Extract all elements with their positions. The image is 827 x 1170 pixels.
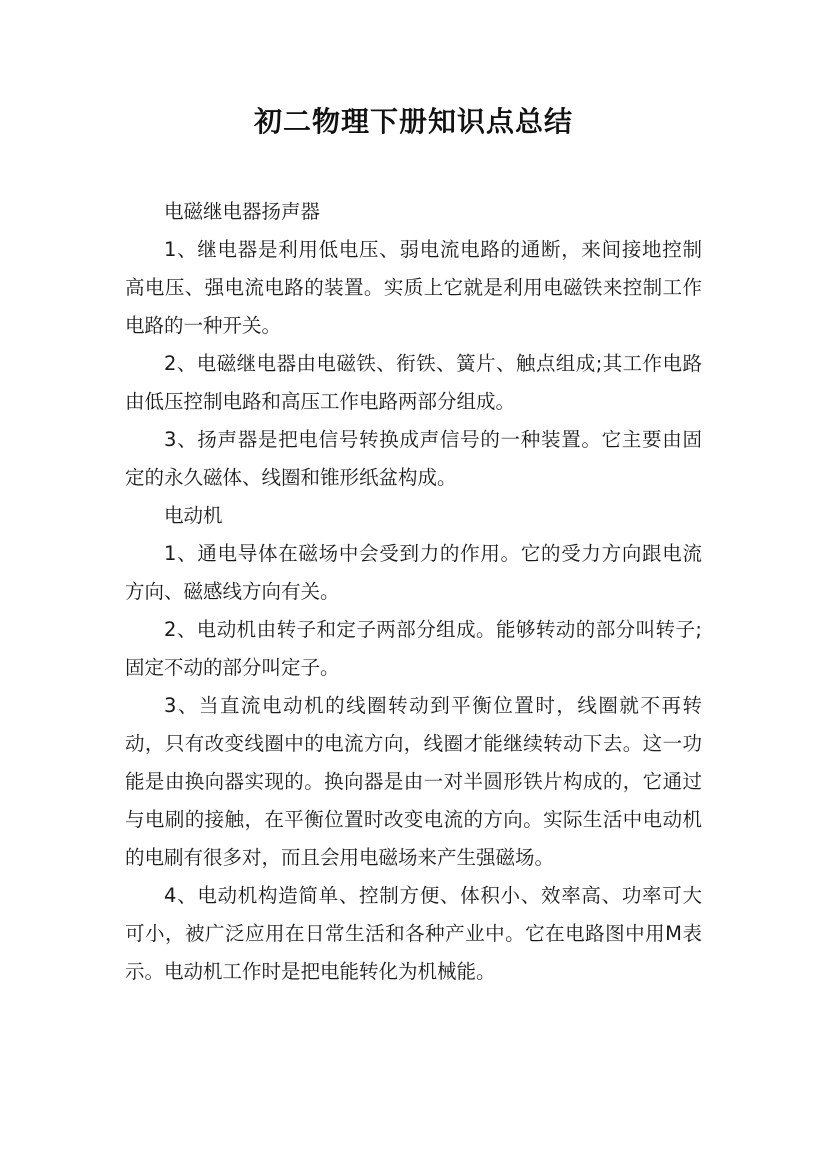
paragraph-motor-force: 1、通电导体在磁场中会受到力的作用。它的受力方向跟电流方向、磁感线方向有关。	[125, 542, 702, 603]
paragraph-relay-structure: 2、电磁继电器由电磁铁、衔铁、簧片、触点组成;其工作电路由低压控制电路和高压工作电路两部分组成。	[125, 352, 702, 413]
document-body	[125, 193, 702, 991]
paragraph-motor-parts: 2、电动机由转子和定子两部分组成。能够转动的部分叫转子;固定不动的部分叫定子。	[125, 618, 702, 679]
document-title: 初二物理下册知识点总结	[253, 105, 573, 138]
paragraph-speaker: 3、扬声器是把电信号转换成声信号的一种装置。它主要由固定的永久磁体、线圈和锥形纸盆构成。	[125, 428, 702, 489]
paragraph-relay-definition: 1、继电器是利用低电压、弱电流电路的通断，来间接地控制高电压、强电流电路的装置。实质上它就是利用电磁铁来控制工作电路的一种开关。	[125, 238, 702, 337]
paragraph-motor-commutator: 3、当直流电动机的线圈转动到平衡位置时，线圈就不再转动，只有改变线圈中的电流方向，线圈才能继续转动下去。这一功能是由换向器实现的。换向器是由一对半圆形铁片构成的，它通过与电刷的接触，在平衡位置时改变电流的方向。实际生活中电动机的电刷有很多对，而且会用电磁场来产生强磁场。	[125, 694, 702, 869]
section-heading-motor: 电动机	[164, 504, 223, 527]
paragraph-motor-applications: 4、电动机构造简单、控制方便、体积小、效率高、功率可大可小，被广泛应用在日常生活和各种产业中。它在电路图中用M表示。电动机工作时是把电能转化为机械能。	[125, 884, 702, 983]
section-heading-relay-speaker: 电磁继电器扬声器	[164, 200, 321, 223]
